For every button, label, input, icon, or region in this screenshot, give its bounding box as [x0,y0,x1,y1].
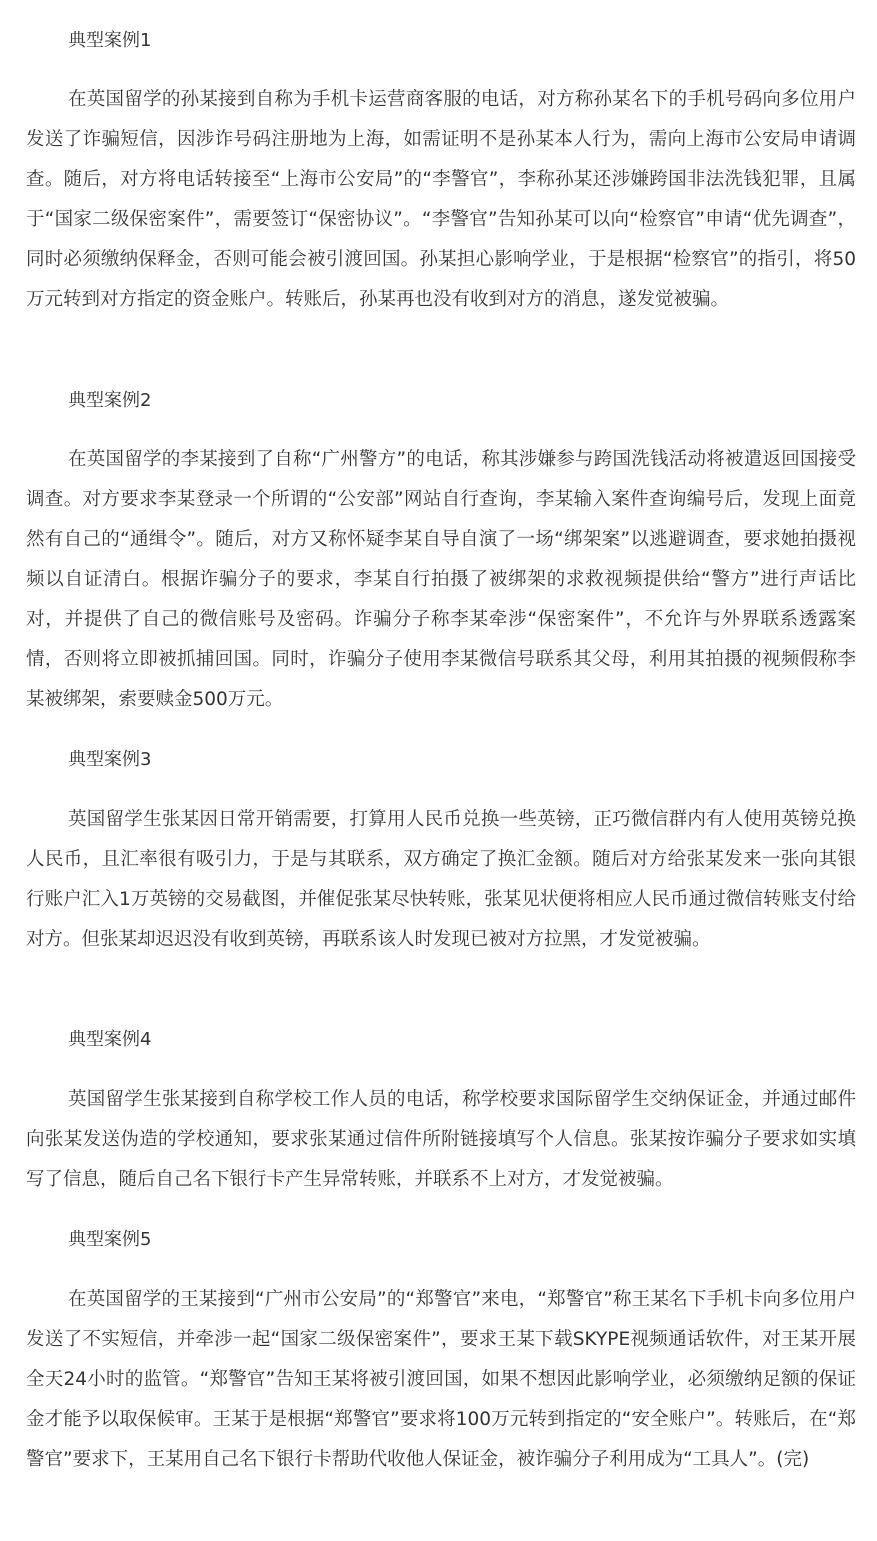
case-3-title: 典型案例3 [68,749,152,770]
case-5-body: 在英国留学的王某接到“广州市公安局”的“郑警官”来电，“郑警官”称王某名下手机卡向多位用户发送了不实短信，并牵涉一起“国家二级保密案件”，要求王某下载SKYPE视频通话软件，对王某开展全天24小时的监管。“郑警官”告知王某将被引渡回国，如果不想因此影响学业，必须缴纳足额的保证金才能予以取保候审。王某于是根据“郑警官”要求将100万元转到指定的“安全账户”。转账后，在“郑警官”要求下，王某用自己名下银行卡帮助代收他人保证金，被诈骗分子利用成为“工具人”。(完) [26,1289,856,1470]
case-2-title: 典型案例2 [68,390,152,411]
case-4-title: 典型案例4 [68,1029,152,1050]
case-2-body: 在英国留学的李某接到了自称“广州警方”的电话，称其涉嫌参与跨国洗钱活动将被遣返回国接受调查。对方要求李某登录一个所谓的“公安部”网站自行查询，李某输入案件查询编号后，发现上面竟然有自己的“通缉令”。随后，对方又称怀疑李某自导自演了一场“绑架案”以逃避调查，要求她拍摄视频以自证清白。根据诈骗分子的要求，李某自行拍摄了被绑架的求救视频提供给“警方”进行声话比对，并提供了自己的微信账号及密码。诈骗分子称李某牵涉“保密案件”，不允许与外界联系透露案情，否则将立即被抓捕回国。同时，诈骗分子使用李某微信号联系其父母，利用其拍摄的视频假称李某被绑架，索要赎金500万元。 [26,449,856,710]
case-3-body: 英国留学生张某因日常开销需要，打算用人民币兑换一些英镑，正巧微信群内有人使用英镑兑换人民币，且汇率很有吸引力，于是与其联系，双方确定了换汇金额。随后对方给张某发来一张向其银行账户汇入1万英镑的交易截图，并催促张某尽快转账，张某见状便将相应人民币通过微信转账支付给对方。但张某却迟迟没有收到英镑，再联系该人时发现已被对方拉黑，才发觉被骗。 [26,809,856,950]
case-4-body: 英国留学生张某接到自称学校工作人员的电话，称学校要求国际留学生交纳保证金，并通过邮件向张某发送伪造的学校通知，要求张某通过信件所附链接填写个人信息。张某按诈骗分子要求如实填写了信息，随后自己名下银行卡产生异常转账，并联系不上对方，才发觉被骗。 [26,1089,856,1190]
case-1-body: 在英国留学的孙某接到自称为手机卡运营商客服的电话，对方称孙某名下的手机号码向多位用户发送了诈骗短信，因涉诈号码注册地为上海，如需证明不是孙某本人行为，需向上海市公安局申请调查。随后，对方将电话转接至“上海市公安局”的“李警官”，李称孙某还涉嫌跨国非法洗钱犯罪，且属于“国家二级保密案件”，需要签订“保密协议”。“李警官”告知孙某可以向“检察官”申请“优先调查”，同时必须缴纳保释金，否则可能会被引渡回国。孙某担心影响学业，于是根据“检察官”的指引，将50万元转到对方指定的资金账户。转账后，孙某再也没有收到对方的消息，遂发觉被骗。 [26,89,856,310]
case-1-title: 典型案例1 [68,30,152,51]
case-5-title: 典型案例5 [68,1229,152,1250]
